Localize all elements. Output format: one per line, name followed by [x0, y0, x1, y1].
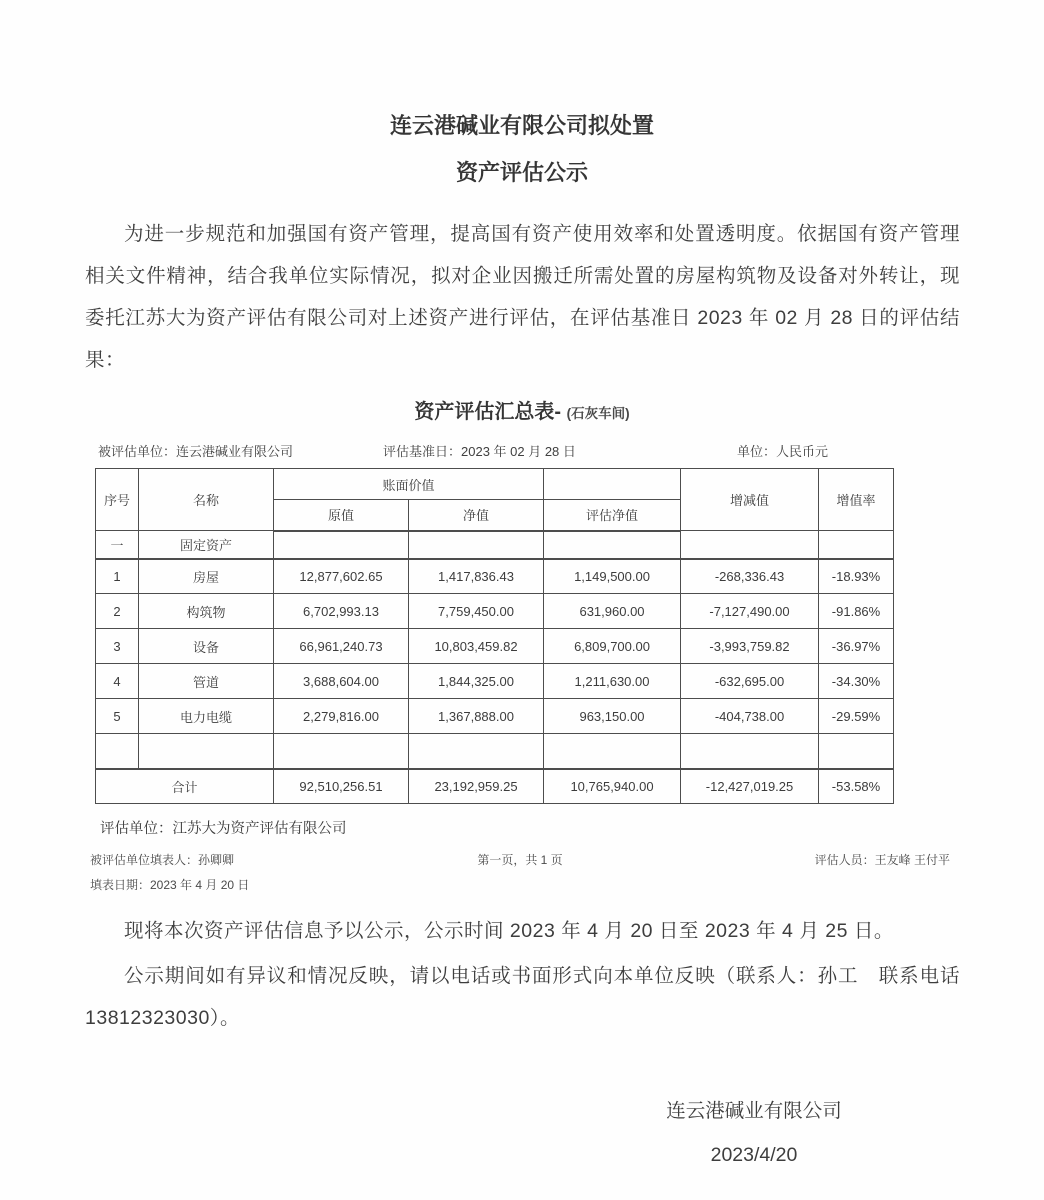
col-header-blank — [544, 469, 681, 500]
cell-rate: -18.93% — [819, 559, 894, 594]
appraiser-unit-label: 评估单位：江苏大为资产评估有限公司 — [100, 821, 347, 837]
cell-name: 构筑物 — [139, 594, 274, 629]
assessed-unit-label: 被评估单位：连云港碱业有限公司 — [98, 444, 294, 459]
cell-assessed — [544, 734, 681, 769]
cell-net: 7,759,450.00 — [409, 594, 544, 629]
cell-change — [681, 531, 819, 559]
notice-paragraph: 现将本次资产评估信息予以公示，公示时间 2023 年 4 月 20 日至 2023 年 4 月 25 日。 — [124, 920, 894, 942]
col-header-seq: 序号 — [96, 469, 139, 531]
cell-rate — [819, 734, 894, 769]
cell-seq: 1 — [96, 559, 139, 594]
signature-block — [604, 1095, 904, 1167]
cell-net: 1,367,888.00 — [409, 699, 544, 734]
cell-assessed: 631,960.00 — [544, 594, 681, 629]
cell-assessed: 1,149,500.00 — [544, 559, 681, 594]
cell-net: 1,844,325.00 — [409, 664, 544, 699]
table-footer-meta-row — [90, 851, 950, 868]
cell-net — [409, 734, 544, 769]
cell-change: -404,738.00 — [681, 699, 819, 734]
cell-assessed: 963,150.00 — [544, 699, 681, 734]
intro-paragraph: 为进一步规范和加强国有资产管理，提高国有资产使用效率和处置透明度。依据国有资产管理相关文件精神，结合我单位实际情况，拟对企业因搬迁所需处置的房屋构筑物及设备对外转让，现委托江苏大为资产评估有限公司对上述资产进行评估，在评估基准日 2023 年 02 月 28 日的评估结果： — [85, 223, 960, 371]
cell-original: 3,688,604.00 — [274, 664, 409, 699]
table-row — [96, 664, 894, 699]
table-title-main: 资产评估汇总表- — [414, 401, 562, 423]
cell-name: 固定资产 — [139, 531, 274, 559]
table-meta-row — [95, 441, 893, 459]
col-header-change-value: 增减值 — [681, 469, 819, 531]
cell-original: 66,961,240.73 — [274, 629, 409, 664]
cell-total-label: 合计 — [96, 769, 274, 804]
cell-seq — [96, 734, 139, 769]
cell-rate: -36.97% — [819, 629, 894, 664]
table-row — [96, 594, 894, 629]
col-header-name: 名称 — [139, 469, 274, 531]
signature-company: 连云港碱业有限公司 — [666, 1100, 842, 1122]
table-header-row-1 — [96, 469, 894, 500]
table-row — [96, 629, 894, 664]
cell-change: -3,993,759.82 — [681, 629, 819, 664]
fill-date-label: 填表日期：2023 年 4 月 20 日 — [90, 878, 250, 892]
cell-name: 电力电缆 — [139, 699, 274, 734]
table-title — [0, 395, 1044, 424]
cell-original — [274, 734, 409, 769]
cell-change: -632,695.00 — [681, 664, 819, 699]
cell-name — [139, 734, 274, 769]
cell-rate — [819, 531, 894, 559]
cell-total-assessed: 10,765,940.00 — [544, 769, 681, 804]
table-row-category — [96, 531, 894, 559]
cell-assessed: 6,809,700.00 — [544, 629, 681, 664]
base-date-label: 评估基准日：2023 年 02 月 28 日 — [383, 444, 576, 459]
summary-table — [95, 468, 894, 804]
col-header-net-value: 净值 — [409, 500, 544, 531]
cell-name: 房屋 — [139, 559, 274, 594]
cell-total-rate: -53.58% — [819, 769, 894, 804]
cell-original: 2,279,816.00 — [274, 699, 409, 734]
cell-total-net: 23,192,959.25 — [409, 769, 544, 804]
form-filler-label: 被评估单位填表人：孙卿卿 — [90, 853, 235, 867]
cell-seq: 一 — [96, 531, 139, 559]
col-header-change-rate: 增值率 — [819, 469, 894, 531]
cell-rate: -34.30% — [819, 664, 894, 699]
cell-change: -268,336.43 — [681, 559, 819, 594]
cell-seq: 5 — [96, 699, 139, 734]
currency-unit-label: 单位：人民币元 — [737, 444, 829, 459]
cell-total-original: 92,510,256.51 — [274, 769, 409, 804]
cell-name: 设备 — [139, 629, 274, 664]
cell-change — [681, 734, 819, 769]
document-title-line2: 资产评估公示 — [455, 160, 588, 185]
table-row-total — [96, 769, 894, 804]
cell-rate: -91.86% — [819, 594, 894, 629]
cell-total-change: -12,427,019.25 — [681, 769, 819, 804]
cell-rate: -29.59% — [819, 699, 894, 734]
page-info-label: 第一页，共 1 页 — [477, 853, 563, 867]
table-row-empty — [96, 734, 894, 769]
cell-seq: 2 — [96, 594, 139, 629]
cell-assessed: 1,211,630.00 — [544, 664, 681, 699]
cell-seq: 4 — [96, 664, 139, 699]
cell-seq: 3 — [96, 629, 139, 664]
cell-original: 6,702,993.13 — [274, 594, 409, 629]
col-header-original-value: 原值 — [274, 500, 409, 531]
col-header-book-value: 账面价值 — [274, 469, 544, 500]
cell-net — [409, 531, 544, 559]
cell-net: 10,803,459.82 — [409, 629, 544, 664]
table-row — [96, 559, 894, 594]
table-title-note: (石灰车间) — [566, 406, 630, 421]
contact-paragraph: 公示期间如有异议和情况反映，请以电话或书面形式向本单位反映（联系人：孙工 联系电话 13812323030）。 — [85, 965, 960, 1029]
cell-original: 12,877,602.65 — [274, 559, 409, 594]
col-header-assessed-net-value: 评估净值 — [544, 500, 681, 531]
table-row — [96, 699, 894, 734]
cell-change: -7,127,490.00 — [681, 594, 819, 629]
cell-name: 管道 — [139, 664, 274, 699]
document-title-line1: 连云港碱业有限公司拟处置 — [389, 113, 654, 138]
cell-assessed — [544, 531, 681, 559]
cell-original — [274, 531, 409, 559]
signature-date: 2023/4/20 — [710, 1144, 798, 1166]
appraisers-label: 评估人员：王友峰 王付平 — [814, 853, 951, 867]
cell-net: 1,417,836.43 — [409, 559, 544, 594]
